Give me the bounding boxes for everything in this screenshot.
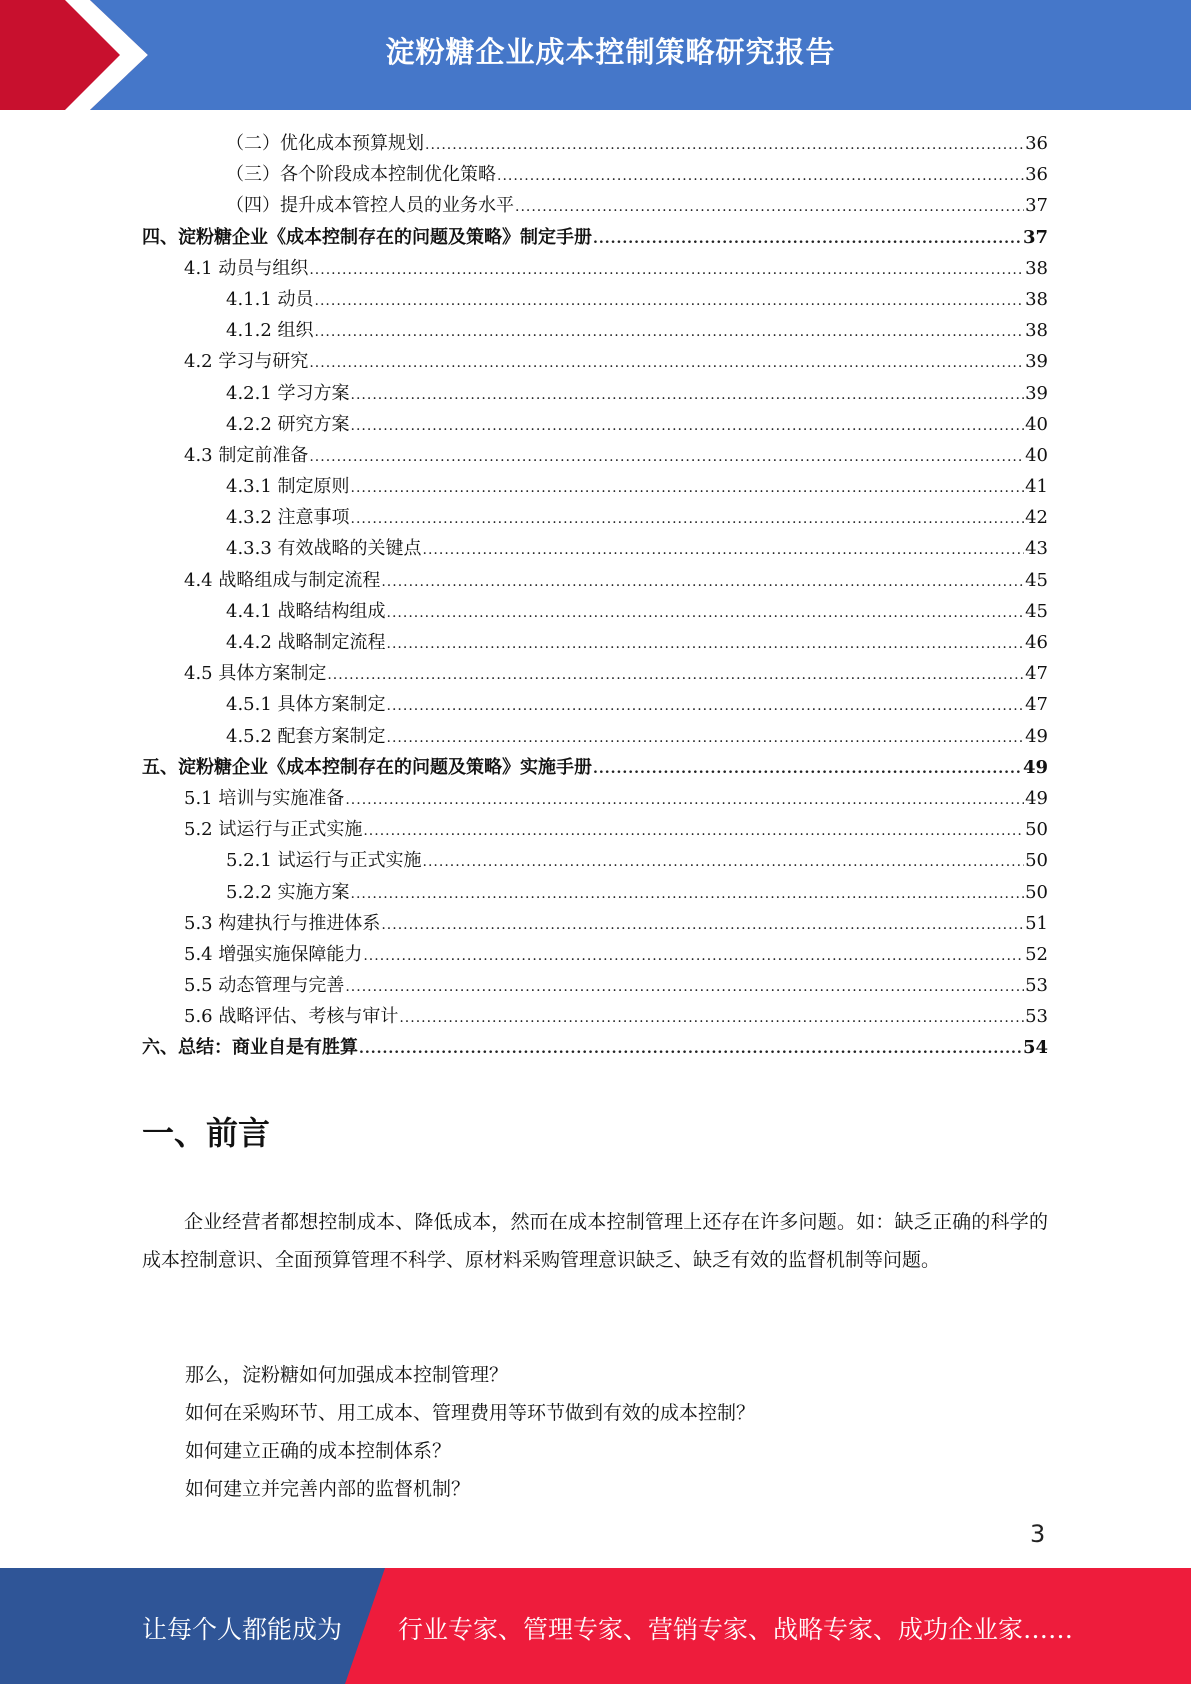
toc-entry-label: 4.3.1 制定原则 bbox=[226, 476, 350, 498]
toc-entry[interactable] bbox=[142, 471, 1048, 502]
toc-entry-label: 5.4 增强实施保障能力 bbox=[184, 943, 363, 965]
toc-entry-page: 39 bbox=[1025, 382, 1048, 404]
toc-entry-label: 4.5 具体方案制定 bbox=[184, 663, 327, 685]
toc-entry-label: 四、淀粉糖企业《成本控制存在的问题及策略》制定手册 bbox=[142, 226, 592, 248]
toc-entry[interactable] bbox=[142, 533, 1048, 564]
toc-entry[interactable] bbox=[142, 721, 1048, 752]
toc-leader-dots bbox=[387, 629, 1025, 660]
toc-entry-page: 38 bbox=[1025, 257, 1048, 279]
toc-entry[interactable] bbox=[142, 159, 1048, 190]
toc-leader-dots bbox=[399, 1003, 1024, 1034]
toc-leader-dots bbox=[309, 442, 1024, 473]
toc-entry-page: 38 bbox=[1025, 320, 1048, 342]
toc-entry-page: 49 bbox=[1025, 787, 1048, 809]
toc-entry[interactable] bbox=[142, 1001, 1048, 1032]
toc-entry-page: 51 bbox=[1025, 912, 1048, 934]
toc-entry[interactable] bbox=[142, 627, 1048, 658]
toc-entry[interactable] bbox=[142, 845, 1048, 876]
toc-leader-dots bbox=[315, 286, 1025, 317]
footer-slogan-right: 行业专家、管理专家、营销专家、战略专家、成功企业家…… bbox=[398, 1615, 1074, 1644]
toc-entry[interactable] bbox=[142, 190, 1048, 221]
toc-entry[interactable] bbox=[142, 689, 1048, 720]
toc-entry-label: 4.2.2 研究方案 bbox=[226, 413, 350, 435]
toc-entry[interactable] bbox=[142, 565, 1048, 596]
toc-entry[interactable] bbox=[142, 315, 1048, 346]
toc-entry-label: （四）提升成本管控人员的业务水平 bbox=[226, 195, 514, 217]
toc-entry[interactable] bbox=[142, 970, 1048, 1001]
toc-entry-label: 5.5 动态管理与完善 bbox=[184, 975, 345, 997]
toc-leader-dots bbox=[387, 598, 1025, 629]
toc-entry-page: 49 bbox=[1025, 725, 1048, 747]
toc-entry-page: 37 bbox=[1025, 195, 1048, 217]
toc-leader-dots bbox=[345, 972, 1024, 1003]
toc-entry-label: 4.1.1 动员 bbox=[226, 288, 314, 310]
toc-entry-page: 36 bbox=[1025, 133, 1048, 154]
toc-leader-dots bbox=[309, 348, 1024, 379]
toc-entry-page: 53 bbox=[1025, 975, 1048, 997]
toc-entry[interactable] bbox=[142, 409, 1048, 440]
toc-entry-label: 4.3 制定前准备 bbox=[184, 444, 309, 466]
toc-leader-dots bbox=[497, 161, 1024, 192]
toc-entry-page: 39 bbox=[1025, 351, 1048, 373]
toc-entry[interactable] bbox=[142, 1032, 1048, 1063]
toc-entry-label: 5.2.1 试运行与正式实施 bbox=[226, 850, 422, 872]
page-number: 3 bbox=[1030, 1520, 1046, 1548]
toc-entry-label: 4.4.2 战略制定流程 bbox=[226, 632, 386, 653]
toc-entry[interactable] bbox=[142, 752, 1048, 783]
toc-entry-label: 5.2.2 实施方案 bbox=[226, 881, 350, 903]
toc-entry-label: 4.2 学习与研究 bbox=[184, 351, 309, 373]
toc-entry[interactable] bbox=[142, 346, 1048, 377]
toc-leader-dots bbox=[363, 941, 1024, 972]
toc-entry-page: 38 bbox=[1025, 288, 1048, 310]
question-item: 那么，淀粉糖如何加强成本控制管理？ bbox=[185, 1364, 509, 1386]
toc-entry-page: 50 bbox=[1025, 819, 1048, 841]
toc-entry[interactable] bbox=[142, 378, 1048, 409]
toc-entry[interactable] bbox=[142, 502, 1048, 533]
toc-leader-dots bbox=[351, 879, 1025, 910]
toc-leader-dots bbox=[593, 754, 1022, 785]
toc-entry[interactable] bbox=[142, 658, 1048, 689]
toc-leader-dots bbox=[359, 1034, 1022, 1065]
toc-leader-dots bbox=[423, 847, 1025, 878]
toc-entry-page: 40 bbox=[1025, 413, 1048, 435]
toc-leader-dots bbox=[351, 411, 1025, 442]
toc-entry[interactable] bbox=[142, 222, 1048, 253]
toc-entry-label: 4.5.2 配套方案制定 bbox=[226, 725, 386, 747]
toc-leader-dots bbox=[387, 691, 1025, 722]
page-header bbox=[0, 0, 1191, 110]
toc-entry-page: 49 bbox=[1022, 756, 1048, 778]
toc-leader-dots bbox=[515, 192, 1024, 223]
toc-entry-label: 五、淀粉糖企业《成本控制存在的问题及策略》实施手册 bbox=[142, 756, 592, 778]
toc-entry-page: 40 bbox=[1025, 444, 1048, 466]
toc-entry-label: （三）各个阶段成本控制优化策略 bbox=[226, 164, 496, 186]
toc-entry[interactable] bbox=[142, 596, 1048, 627]
section-title: 一、前言 bbox=[142, 1114, 271, 1152]
toc-leader-dots bbox=[425, 130, 1024, 161]
toc-entry-label: 4.1 动员与组织 bbox=[184, 257, 309, 279]
toc-entry-label: 4.1.2 组织 bbox=[226, 320, 314, 342]
toc-entry-label: 4.4 战略组成与制定流程 bbox=[184, 569, 381, 591]
toc-entry-label: 5.6 战略评估、考核与审计 bbox=[184, 1006, 399, 1028]
table-of-contents bbox=[142, 128, 1048, 1064]
toc-entry-page: 37 bbox=[1022, 226, 1048, 248]
toc-leader-dots bbox=[381, 910, 1024, 941]
header-title: 淀粉糖企业成本控制策略研究报告 bbox=[385, 34, 836, 69]
toc-leader-dots bbox=[363, 816, 1024, 847]
toc-entry-label: 5.1 培训与实施准备 bbox=[184, 787, 345, 809]
toc-entry[interactable] bbox=[142, 939, 1048, 970]
toc-leader-dots bbox=[309, 255, 1024, 286]
toc-leader-dots bbox=[351, 380, 1025, 411]
toc-leader-dots bbox=[423, 535, 1025, 566]
toc-entry-label: 4.2.1 学习方案 bbox=[226, 382, 350, 404]
toc-entry-page: 45 bbox=[1025, 569, 1048, 591]
toc-entry-page: 52 bbox=[1025, 943, 1048, 965]
toc-leader-dots bbox=[351, 504, 1025, 535]
toc-entry-label: 5.2 试运行与正式实施 bbox=[184, 819, 363, 841]
toc-leader-dots bbox=[351, 473, 1025, 504]
toc-entry-label: （二）优化成本预算规划 bbox=[226, 133, 424, 154]
question-list bbox=[185, 1356, 1045, 1508]
toc-leader-dots bbox=[593, 224, 1022, 255]
question-item: 如何在采购环节、用工成本、管理费用等环节做到有效的成本控制？ bbox=[185, 1402, 756, 1424]
toc-entry-label: 4.5.1 具体方案制定 bbox=[226, 694, 386, 716]
toc-entry-label: 4.4.1 战略结构组成 bbox=[226, 600, 386, 622]
toc-entry[interactable] bbox=[142, 783, 1048, 814]
toc-entry-label: 4.3.2 注意事项 bbox=[226, 507, 350, 529]
intro-paragraph: 企业经营者都想控制成本、降低成本，然而在成本控制管理上还存在许多问题。如：缺乏正确的科学的成本控制意识、全面预算管理不科学、原材料采购管理意识缺乏、缺乏有效的监督机制等问题。 bbox=[142, 1211, 1048, 1271]
footer-slogan-left: 让每个人都能成为 bbox=[142, 1615, 343, 1644]
toc-entry-page: 47 bbox=[1025, 663, 1048, 685]
toc-leader-dots bbox=[315, 317, 1025, 348]
toc-entry-label: 4.3.3 有效战略的关键点 bbox=[226, 538, 422, 560]
toc-entry-page: 50 bbox=[1025, 881, 1048, 903]
toc-entry[interactable] bbox=[142, 253, 1048, 284]
toc-entry-page: 41 bbox=[1025, 476, 1048, 498]
toc-leader-dots bbox=[327, 660, 1024, 691]
toc-entry-page: 50 bbox=[1025, 850, 1048, 872]
toc-entry[interactable] bbox=[142, 814, 1048, 845]
toc-entry-page: 54 bbox=[1022, 1037, 1048, 1059]
toc-entry[interactable] bbox=[142, 908, 1048, 939]
toc-entry-page: 46 bbox=[1025, 632, 1048, 653]
toc-entry[interactable] bbox=[142, 440, 1048, 471]
toc-entry-page: 36 bbox=[1025, 164, 1048, 186]
toc-entry[interactable] bbox=[142, 877, 1048, 908]
toc-entry-page: 47 bbox=[1025, 694, 1048, 716]
question-item: 如何建立正确的成本控制体系？ bbox=[185, 1440, 452, 1462]
toc-leader-dots bbox=[345, 785, 1024, 816]
toc-entry[interactable] bbox=[142, 128, 1048, 159]
toc-leader-dots bbox=[381, 567, 1024, 598]
toc-entry[interactable] bbox=[142, 284, 1048, 315]
toc-entry-label: 六、总结：商业自是有胜算 bbox=[142, 1037, 358, 1059]
toc-entry-label: 5.3 构建执行与推进体系 bbox=[184, 912, 381, 934]
question-item: 如何建立并完善内部的监督机制？ bbox=[185, 1478, 471, 1500]
toc-entry-page: 42 bbox=[1025, 507, 1048, 529]
toc-entry-page: 43 bbox=[1025, 538, 1048, 560]
toc-leader-dots bbox=[387, 723, 1025, 754]
toc-entry-page: 53 bbox=[1025, 1006, 1048, 1028]
toc-entry-page: 45 bbox=[1025, 600, 1048, 622]
